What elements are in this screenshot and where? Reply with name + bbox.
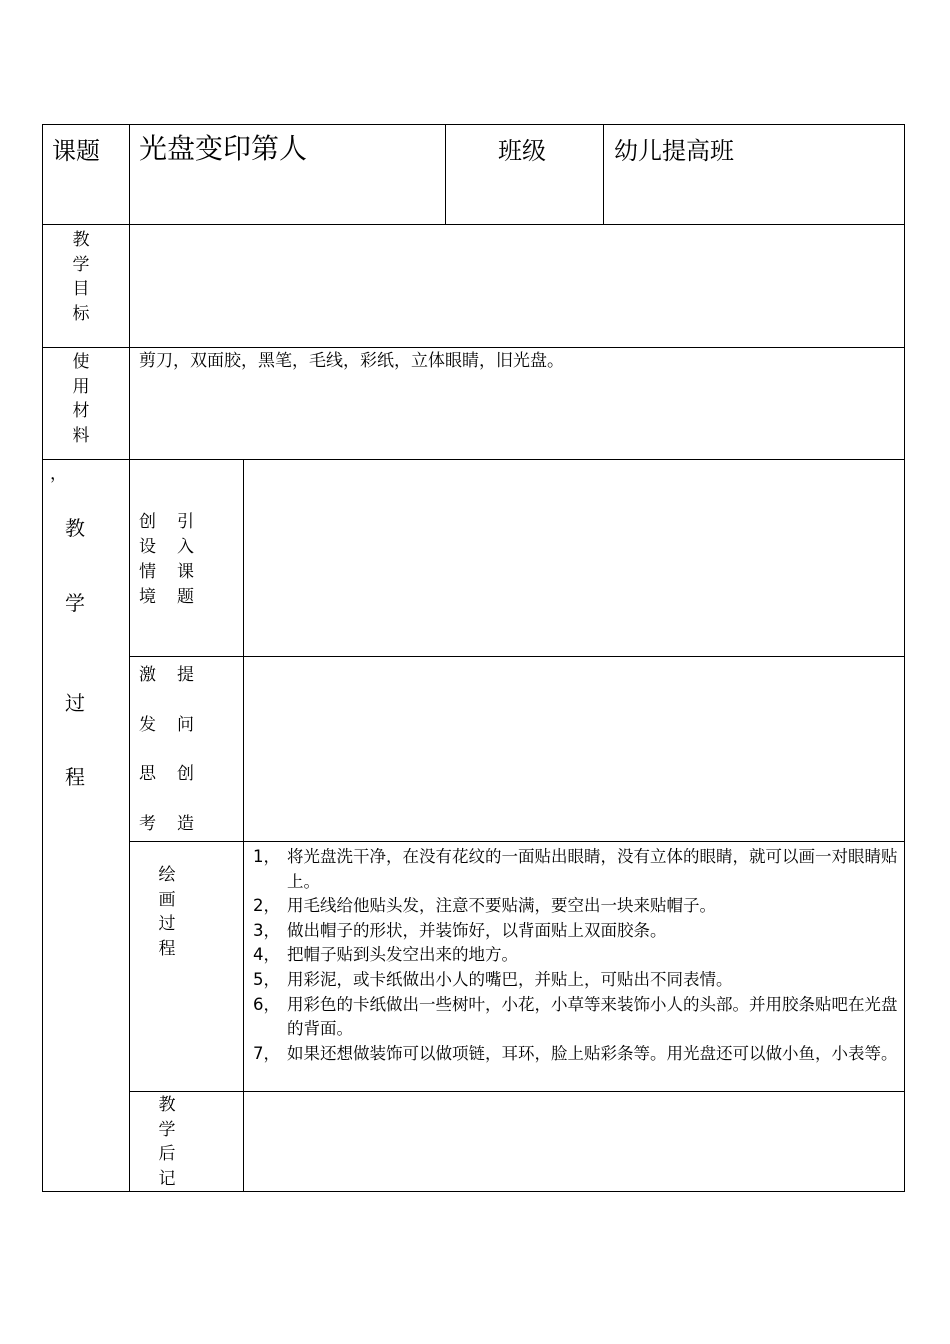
table-border (129, 1091, 905, 1092)
list-item (253, 993, 901, 1042)
list-item (253, 845, 901, 894)
table-border (129, 124, 130, 1192)
step-number: 4， (253, 945, 280, 965)
list-item (253, 919, 901, 944)
drawing-steps (253, 845, 901, 1066)
step-text: 用彩泥，或卡纸做出小人的嘴巴，并贴上，可贴出不同表情。 (287, 969, 733, 989)
topic-label: 课题 (52, 137, 100, 165)
table-border (129, 841, 905, 842)
step-text: 用彩色的卡纸做出一些树叶，小花，小草等来装饰小人的头部。并用胶条贴吧在光盘的背面。 (287, 994, 898, 1039)
table-border (42, 124, 905, 125)
step-text: 如果还想做装饰可以做项链，耳环，脸上贴彩条等。用光盘还可以做小鱼，小表等。 (287, 1043, 898, 1063)
table-border (129, 656, 905, 657)
table-border (904, 124, 905, 1192)
step-number: 7， (253, 1043, 280, 1063)
table-border (243, 459, 244, 1192)
step-text: 用毛线给他贴头发，注意不要贴满，要空出一块来贴帽子。 (287, 896, 716, 916)
step-number: 3， (253, 920, 280, 940)
step-number: 2， (253, 896, 280, 916)
step-text: 将光盘洗干净，在没有花纹的一面贴出眼睛，没有立体的眼睛，就可以画一对眼睛贴上。 (287, 847, 898, 891)
step-number: 6， (253, 994, 280, 1014)
step-text: 做出帽子的形状，并装饰好，以背面贴上双面胶条。 (287, 920, 667, 940)
table-border (42, 224, 905, 225)
stray-mark: ， (50, 464, 67, 484)
class-value: 幼儿提高班 (614, 137, 734, 165)
table-border (42, 1191, 905, 1192)
list-item (253, 968, 901, 993)
step-text: 把帽子贴到头发空出来的地方。 (287, 945, 518, 965)
drawing-label: 绘 画 过 程 (158, 865, 176, 959)
list-item (253, 1042, 901, 1067)
step-number: 5， (253, 969, 280, 989)
table-border (42, 124, 43, 1192)
materials-label: 使 用 材 料 (72, 352, 90, 446)
list-item (253, 943, 901, 968)
table-border (603, 124, 604, 224)
step-number: 1， (253, 847, 280, 866)
materials-content: 剪刀，双面胶，黑笔，毛线，彩纸，立体眼睛，旧光盘。 (139, 351, 564, 371)
table-border (42, 459, 905, 460)
topic-value: 光盘变印第人 (139, 132, 308, 165)
class-label: 班级 (498, 137, 546, 165)
table-border (42, 347, 905, 348)
reflection-label: 教 学 后 记 (158, 1095, 176, 1189)
objectives-label: 教 学 目 标 (72, 230, 90, 324)
list-item (253, 894, 901, 919)
table-border (445, 124, 446, 224)
